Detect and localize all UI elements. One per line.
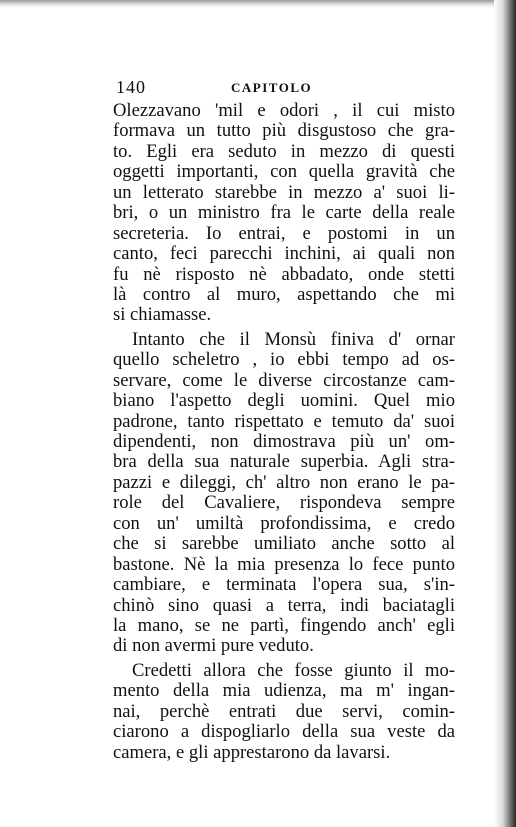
text-line: servare, come le diverse circostanze cam- <box>113 369 455 391</box>
page-number: 140 <box>116 77 146 97</box>
text-line: un letterato starebbe in mezzo a' suoi li- <box>113 181 455 203</box>
text-line: Intanto che il Monsù finiva d' ornar <box>132 328 455 350</box>
text-line: bra della sua naturale superbia. Agli stra- <box>113 451 455 473</box>
text-line: con un' umiltà profondissima, e credo <box>113 512 455 534</box>
text-line: quello scheletro , io ebbi tempo ad os- <box>113 349 455 371</box>
paragraph <box>113 101 455 326</box>
text-line: Olezzavano 'mil e odori , il cui misto <box>113 100 455 121</box>
text-line: biano l'aspetto degli uomini. Quel mio <box>113 390 455 412</box>
text-line: mento della mia udienza, ma m' ingan- <box>113 680 455 702</box>
text-line: Credetti allora che fosse giunto il mo- <box>132 659 455 681</box>
book-spine-shadow <box>494 0 516 827</box>
paragraph <box>113 661 455 763</box>
text-line: ciarono a dispogliarlo della sua veste da <box>113 721 455 743</box>
text-line: bastone. Nè la mia presenza lo fece punto <box>113 553 455 575</box>
text-line: formava un tutto più disgustoso che gra- <box>113 120 455 142</box>
text-line: oggetti importanti, con quella gravità che <box>113 161 455 183</box>
text-line: role del Cavaliere, rispondeva sempre <box>113 492 455 514</box>
text-line: dipendenti, non dimostrava più un' om- <box>113 431 455 452</box>
text-line: là contro al muro, aspettando che mi <box>113 283 455 305</box>
paragraph <box>113 330 455 657</box>
running-head <box>113 77 455 101</box>
text-line: padrone, tanto rispettato e temuto da' suoi <box>113 410 455 432</box>
text-line: fu nè risposto nè abbadato, onde stetti <box>113 263 455 285</box>
scan-top-edge <box>0 0 516 8</box>
text-line: pazzi e dileggi, ch' altro non erano le pa- <box>113 471 455 493</box>
text-line: che si sarebbe umiliato anche sotto al <box>113 533 455 555</box>
book-page <box>113 77 455 763</box>
text-line: canto, feci parecchi inchini, ai quali non <box>113 243 455 265</box>
text-line: la mano, se ne partì, fingendo anch' egli <box>113 614 455 636</box>
text-line: cambiare, e terminata l'opera sua, s'in- <box>113 574 455 596</box>
text-line: nai, perchè entrati due servi, comin- <box>113 700 455 722</box>
text-line: bri, o un ministro fra le carte della reale <box>113 202 455 224</box>
text-line: si chiamasse. <box>113 304 212 326</box>
text-line: chinò sino quasi a terra, indi baciatagli <box>113 594 455 616</box>
text-line: camera, e gli apprestarono da lavarsi. <box>113 741 391 763</box>
text-line: secreteria. Io entrai, e postomi in un <box>113 222 455 244</box>
text-line: to. Egli era seduto in mezzo di questi <box>113 140 455 162</box>
text-line: di non avermi pure veduto. <box>113 635 314 657</box>
body-text <box>113 101 455 763</box>
running-title: CAPITOLO <box>231 80 313 95</box>
